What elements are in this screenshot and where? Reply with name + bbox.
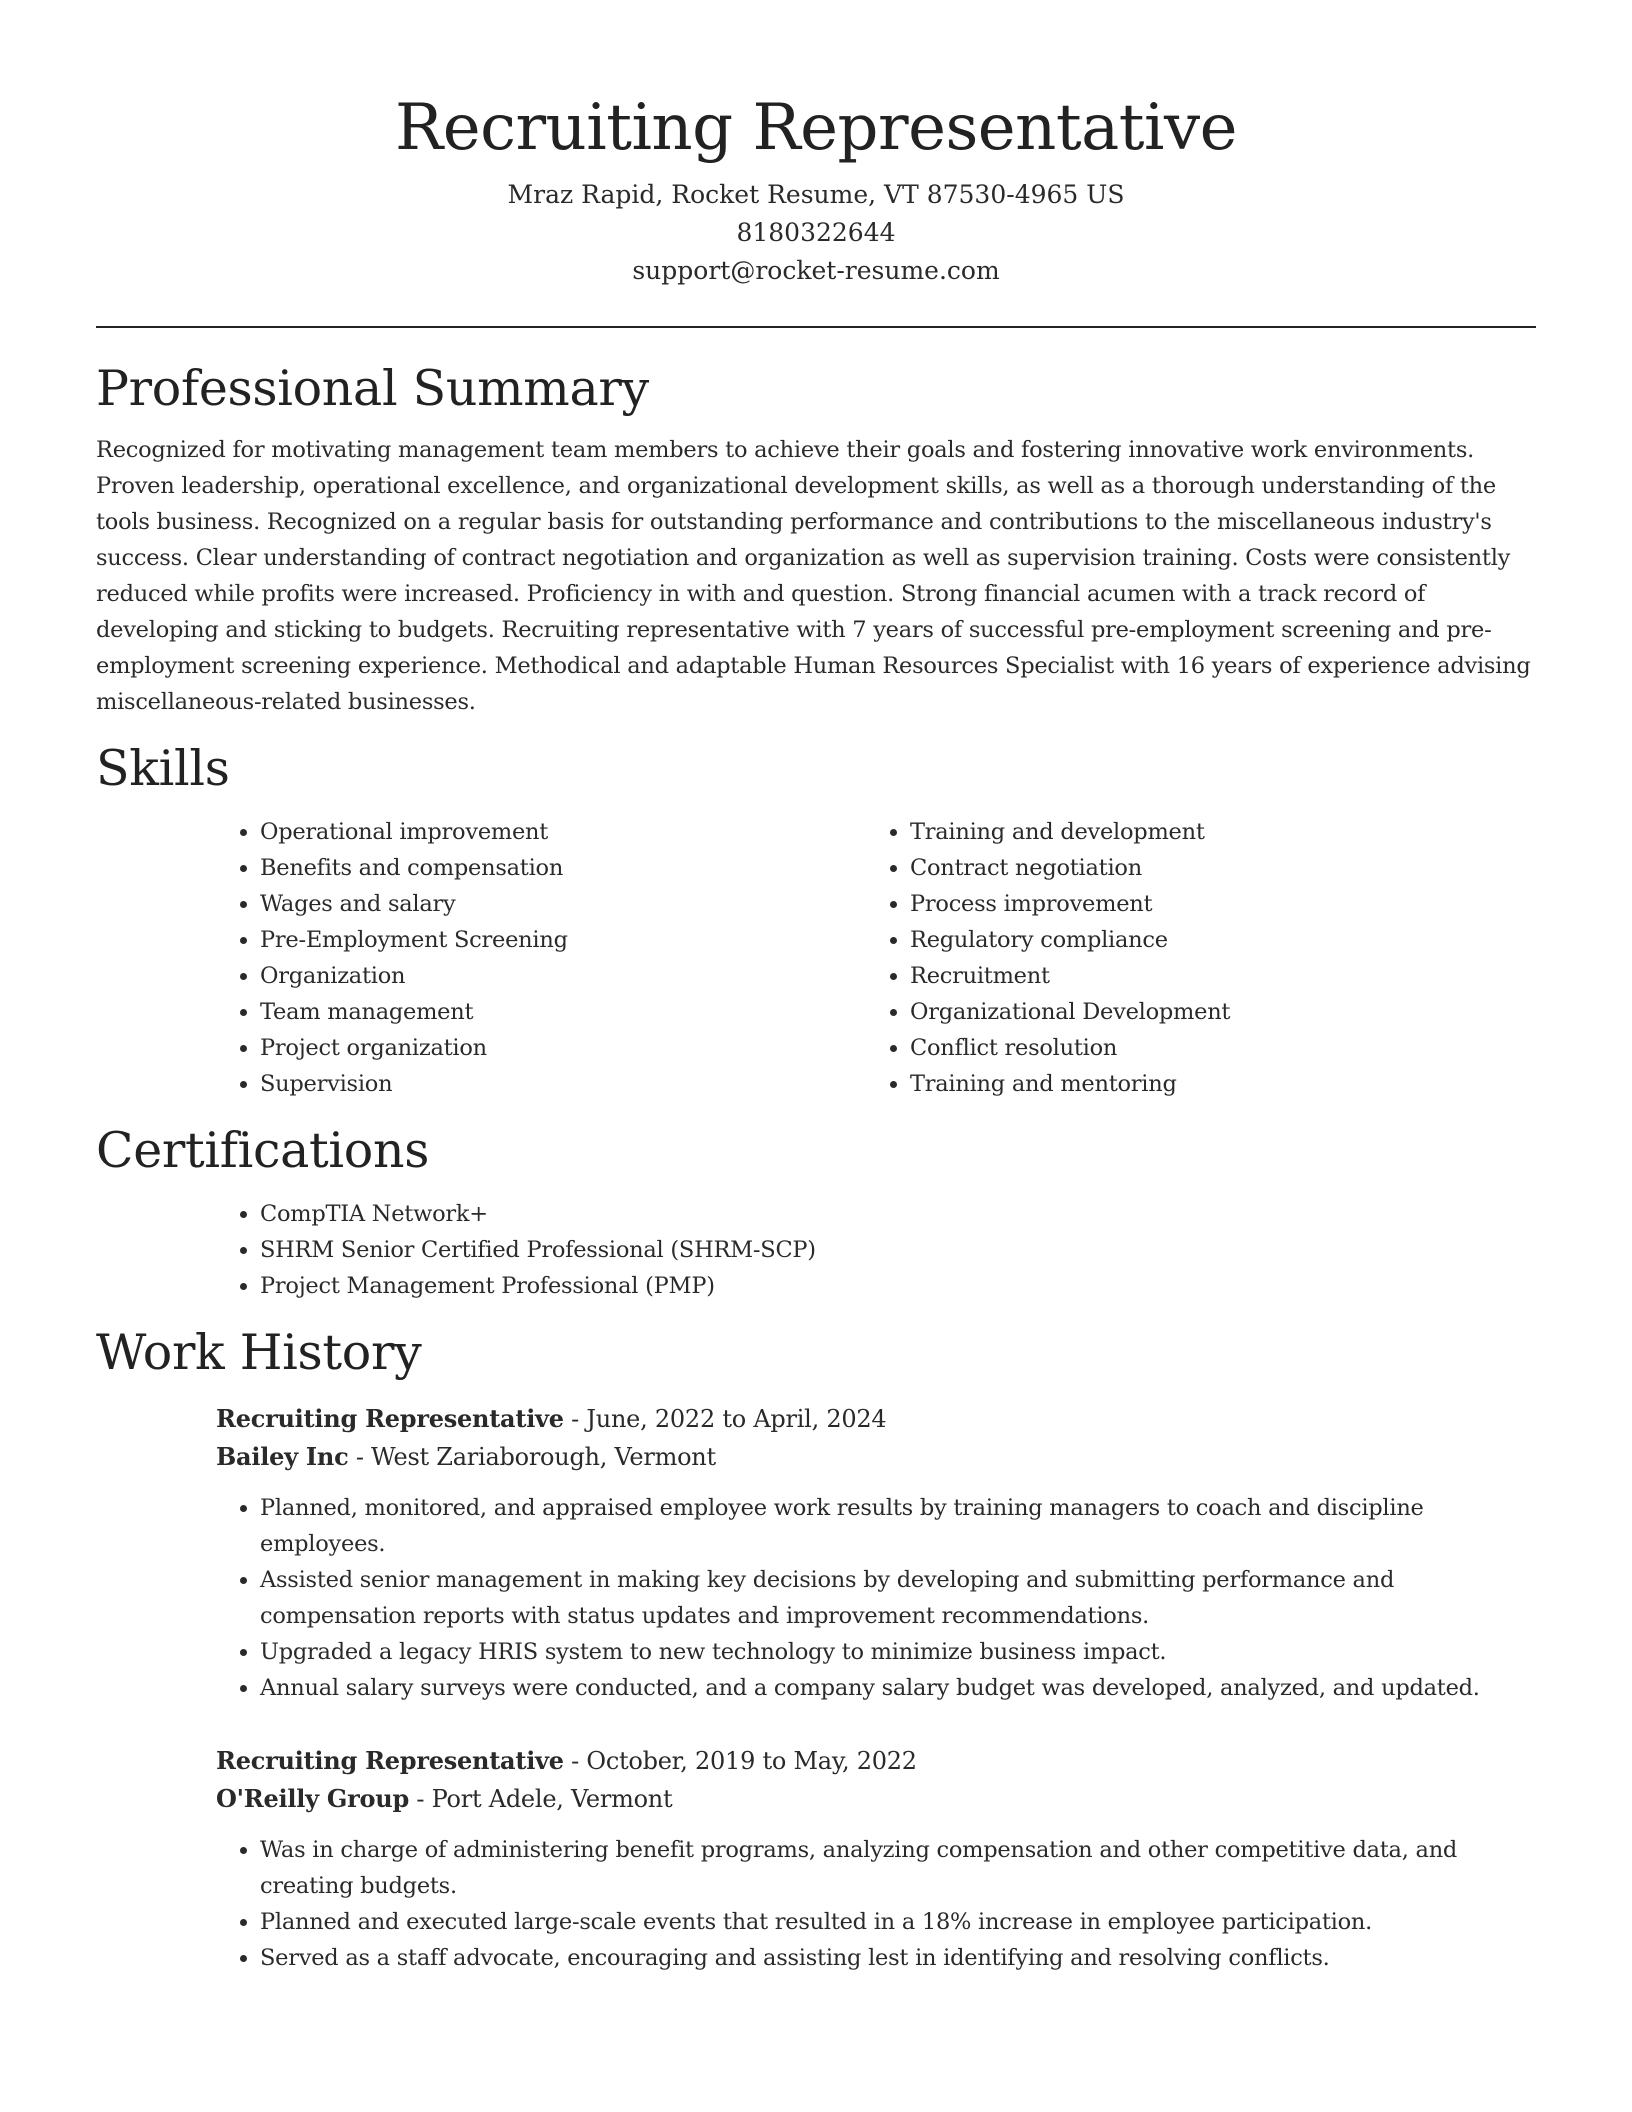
job-dates: - June, 2022 to April, 2024 [563, 1405, 887, 1433]
skill-item: • Benefits and compensation [260, 850, 866, 886]
skills-column-right [866, 814, 1516, 1102]
job-bullet: • Assisted senior management in making key decisions by developing and submitting performance and compensation reports with status updates and improvement recommendations. [260, 1562, 1536, 1634]
job-entry [216, 1742, 1536, 1976]
job-location: - West Zariaborough, Vermont [348, 1443, 716, 1471]
job-company: O'Reilly Group [216, 1784, 409, 1813]
certifications-list [216, 1196, 1536, 1304]
skills-title: Skills [96, 740, 230, 797]
skill-item: • Training and development [910, 814, 1516, 850]
work-history-section [96, 1322, 1536, 1976]
certification-item: • SHRM Senior Certified Professional (SHRM-SCP) [260, 1232, 1536, 1268]
job-bullet: • Upgraded a legacy HRIS system to new technology to minimize business impact. [260, 1634, 1536, 1670]
job-role: Recruiting Representative [216, 1746, 564, 1775]
skill-item: • Team management [260, 994, 866, 1030]
skill-item: • Contract negotiation [910, 850, 1516, 886]
skill-item: • Regulatory compliance [910, 922, 1516, 958]
job-bullet-list [216, 1490, 1536, 1706]
skills-section [96, 738, 1536, 1102]
skill-item: • Organizational Development [910, 994, 1516, 1030]
certifications-section [96, 1120, 1536, 1304]
resume-header [96, 0, 1536, 290]
summary-text: Recognized for motivating management team members to achieve their goals and fostering innovative work environments. Proven leadership, operational excellence, and organizational development skills, as well as a thorough understanding of the tools business. Recognized on a regular basis for outstanding performance and contributions to the miscellaneous industry's success. Clear understanding of contract negotiation and organization as well as supervision training. Costs were consistently reduced while profits were increased. Proficiency in with and question. Strong financial acumen with a track record of developing and sticking to budgets. Recruiting representative with 7 years of successful pre-employment screening and pre-employment screening experience. Methodical and adaptable Human Resources Specialist with 16 years of experience advising miscellaneous-related businesses. [96, 437, 1531, 715]
job-company-line [216, 1780, 1536, 1818]
skill-item: • Supervision [260, 1066, 866, 1102]
contact-email: support@rocket-resume.com [632, 256, 1000, 285]
candidate-name: Recruiting Representative [395, 91, 1237, 165]
job-bullet-list [216, 1832, 1536, 1976]
job-dates: - October, 2019 to May, 2022 [563, 1747, 917, 1775]
skill-item: • Conflict resolution [910, 1030, 1516, 1066]
summary-section [96, 358, 1536, 720]
certification-item: • Project Management Professional (PMP) [260, 1268, 1536, 1304]
skill-item: • Process improvement [910, 886, 1516, 922]
certification-item: • CompTIA Network+ [260, 1196, 1536, 1232]
job-title-line [216, 1742, 1536, 1780]
header-divider [96, 326, 1536, 328]
contact-address: Mraz Rapid, Rocket Resume, VT 87530-4965 US [507, 180, 1125, 209]
job-bullet: • Planned and executed large-scale events that resulted in a 18% increase in employee participation. [260, 1904, 1536, 1940]
job-role: Recruiting Representative [216, 1404, 564, 1433]
skill-item: • Wages and salary [260, 886, 866, 922]
job-location: - Port Adele, Vermont [409, 1785, 673, 1813]
job-title-line [216, 1400, 1536, 1438]
contact-phone: 8180322644 [736, 218, 896, 247]
job-bullet: • Planned, monitored, and appraised employee work results by training managers to coach and discipline employees. [260, 1490, 1536, 1562]
skill-item: • Operational improvement [260, 814, 866, 850]
skills-list-left [216, 814, 866, 1102]
work-history-title: Work History [96, 1324, 422, 1381]
skill-item: • Project organization [260, 1030, 866, 1066]
skill-item: • Recruitment [910, 958, 1516, 994]
skill-item: • Organization [260, 958, 866, 994]
job-bullet: • Served as a staff advocate, encouraging and assisting lest in identifying and resolving conflicts. [260, 1940, 1536, 1976]
skills-list-right [866, 814, 1516, 1102]
skills-grid [216, 814, 1536, 1102]
skills-column-left [216, 814, 866, 1102]
job-bullet: • Was in charge of administering benefit programs, analyzing compensation and other competitive data, and creating budgets. [260, 1832, 1536, 1904]
job-company-line [216, 1438, 1536, 1476]
resume-page [96, 0, 1536, 1976]
contact-info [96, 176, 1536, 290]
skill-item: • Pre-Employment Screening [260, 922, 866, 958]
job-entry [216, 1400, 1536, 1706]
job-company: Bailey Inc [216, 1442, 349, 1471]
summary-title: Professional Summary [96, 360, 649, 417]
certifications-title: Certifications [96, 1122, 430, 1179]
skill-item: • Training and mentoring [910, 1066, 1516, 1102]
job-bullet: • Annual salary surveys were conducted, and a company salary budget was developed, analyzed, and updated. [260, 1670, 1536, 1706]
